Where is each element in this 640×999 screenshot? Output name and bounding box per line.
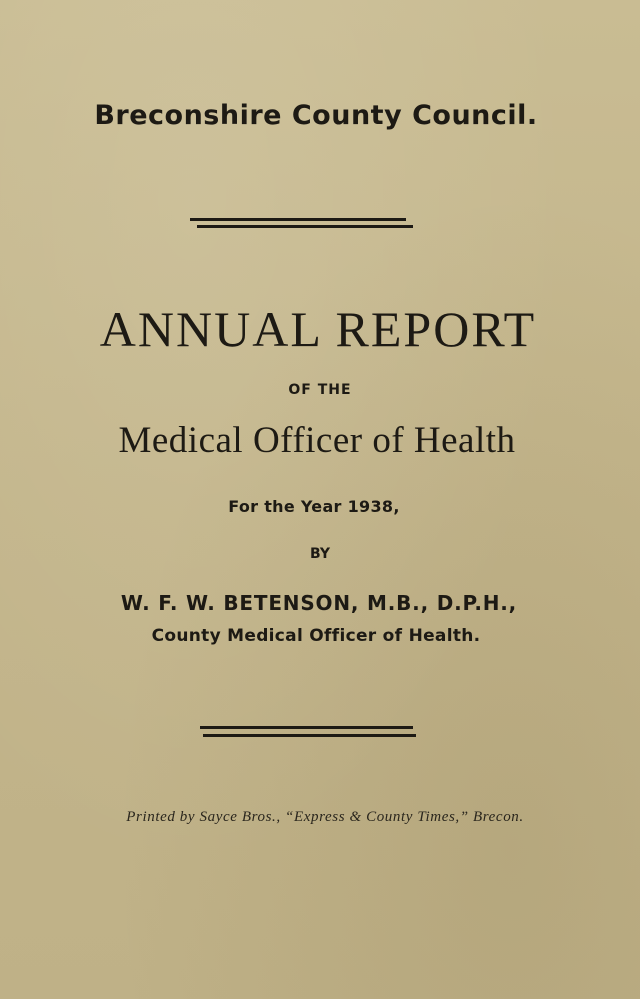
bottom-rule-lower — [203, 734, 416, 737]
council-heading: Breconshire County Council. — [94, 100, 538, 131]
top-rule-upper — [190, 218, 406, 221]
officer-title: Medical Officer of Health — [118, 420, 516, 461]
by-label: BY — [309, 546, 331, 562]
of-the-label: OF THE — [288, 382, 352, 398]
bottom-rule-upper — [200, 726, 413, 729]
author-name: W. F. W. BETENSON, M.B., D.P.H., — [120, 591, 518, 615]
printer-imprint: Printed by Sayce Bros., “Express & County Times,” Brecon. — [126, 809, 524, 825]
author-position: County Medical Officer of Health. — [151, 626, 481, 646]
top-rule-lower — [197, 225, 413, 228]
report-title: ANNUAL REPORT — [99, 301, 537, 357]
year-line: For the Year 1938, — [228, 497, 400, 516]
